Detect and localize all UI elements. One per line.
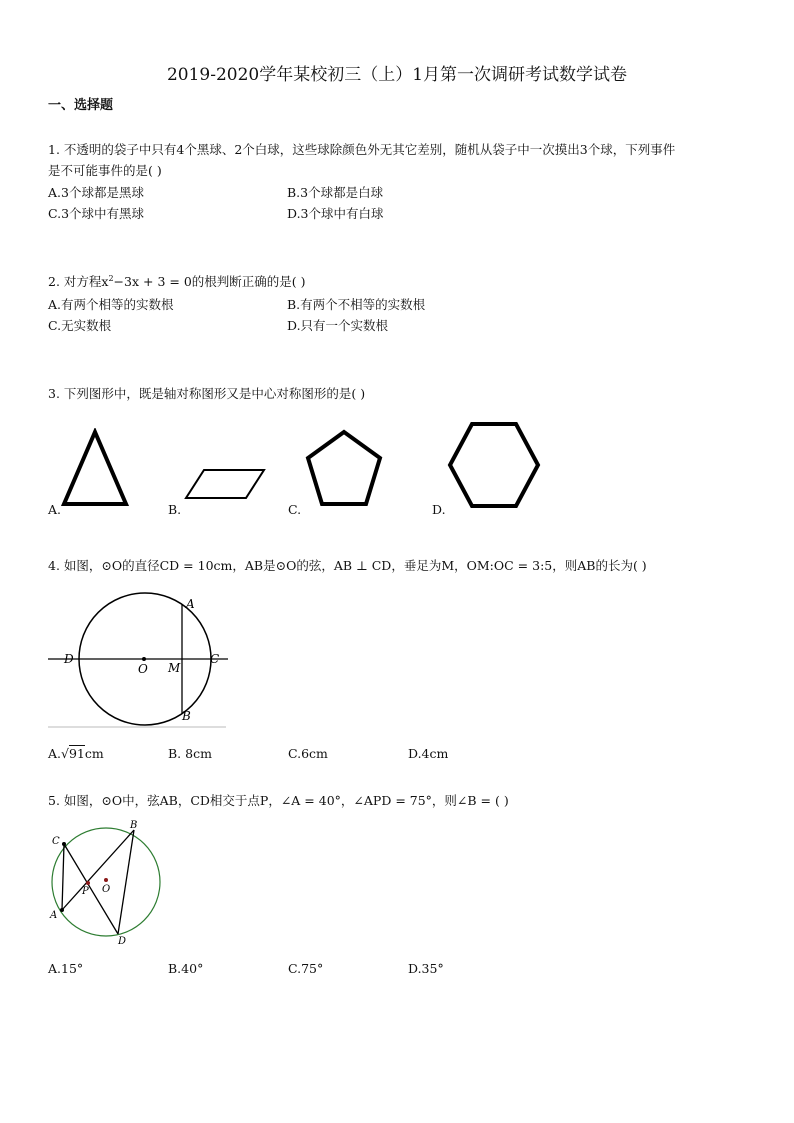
q3-pentagon-figure — [302, 428, 386, 512]
q2-exponent: 2 — [108, 273, 114, 283]
q5-label-a: A — [50, 910, 58, 921]
q5-option-c: C.75° — [288, 961, 324, 976]
page-title: 2019-2020学年某校初三（上）1月第一次调研考试数学试卷 — [166, 65, 628, 85]
q3-hexagon-figure — [444, 418, 544, 512]
q2-option-c: C.无实数根 — [48, 318, 112, 333]
q5-figure — [44, 818, 168, 950]
q4-label-a: A — [186, 597, 195, 611]
q4-option-d: D.4cm — [408, 746, 449, 761]
q5-option-b: B.40° — [168, 961, 204, 976]
section-heading: 一、选择题 — [48, 98, 114, 113]
point-c — [62, 842, 66, 846]
q2-text-post: −3x + 3 = 0的根判断正确的是( ) — [113, 274, 306, 289]
q4-option-c: C.6cm — [288, 746, 328, 761]
triangle-shape — [64, 432, 126, 504]
q1-option-b: B.3个球都是白球 — [287, 185, 384, 200]
pentagon-shape — [308, 432, 380, 504]
q4-option-a-unit: cm — [84, 746, 104, 761]
q5-option-d: D.35° — [408, 961, 444, 976]
q4-option-a-prefix: A. — [48, 746, 62, 761]
q4-label-c: C — [210, 652, 220, 666]
q5-option-a: A.15° — [48, 961, 84, 976]
q4-text: 4. 如图，⊙O的直径CD = 10cm，AB是⊙O的弦，AB ⊥ CD，垂足为M，OM:OC = 3:5，则AB的长为( ) — [48, 558, 647, 573]
q5-label-p: P — [82, 886, 89, 897]
q3-option-c: C. — [288, 502, 302, 517]
q5-label-d: D — [118, 936, 127, 947]
q3-triangle-figure — [60, 428, 130, 508]
q4-label-o: O — [138, 662, 148, 676]
point-p — [86, 881, 90, 885]
q5-label-c: C — [52, 836, 60, 847]
parallelogram-shape — [186, 470, 264, 498]
point-a — [60, 908, 64, 912]
hexagon-shape — [450, 424, 538, 506]
q2-text — [48, 272, 306, 290]
q1-option-d: D.3个球中有白球 — [287, 206, 384, 221]
q4-option-a-radicand: 91 — [68, 746, 85, 761]
center-point — [142, 657, 146, 661]
q1-text-line2: 是不可能事件的是( ) — [48, 163, 162, 178]
q3-option-a: A. — [48, 502, 62, 517]
q1-option-a: A.3个球都是黑球 — [48, 185, 144, 200]
q2-text-pre: 2. 对方程x — [48, 274, 109, 289]
q2-option-b: B.有两个不相等的实数根 — [287, 297, 426, 312]
q1-option-c: C.3个球中有黑球 — [48, 206, 145, 221]
q5-text: 5. 如图，⊙O中，弦AB，CD相交于点P，∠A = 40°，∠APD = 75°，则∠B = ( ) — [48, 793, 509, 808]
q2-option-a: A.有两个相等的实数根 — [48, 297, 174, 312]
q4-label-d: D — [64, 652, 74, 666]
q3-text: 3. 下列图形中，既是轴对称图形又是中心对称图形的是( ) — [48, 386, 366, 401]
q4-option-b: B. 8cm — [168, 746, 212, 761]
q4-option-a — [48, 746, 104, 761]
q4-label-b: B — [182, 709, 191, 723]
center-point — [104, 878, 108, 882]
q3-parallelogram-figure — [182, 466, 270, 506]
q1-text-line1: 1. 不透明的袋子中只有4个黑球、2个白球，这些球除颜色外无其它差别，随机从袋子中一次摸出3个球，下列事件 — [48, 142, 676, 157]
q2-option-d: D.只有一个实数根 — [287, 318, 389, 333]
q3-option-b: B. — [168, 502, 182, 517]
q5-label-o: O — [102, 884, 111, 895]
q4-label-m: M — [168, 661, 181, 675]
q5-label-b: B — [130, 820, 138, 831]
sqrt-icon: √ — [61, 746, 69, 761]
segment-ca — [62, 844, 64, 910]
q4-figure — [48, 586, 230, 730]
q3-option-d: D. — [432, 502, 446, 517]
